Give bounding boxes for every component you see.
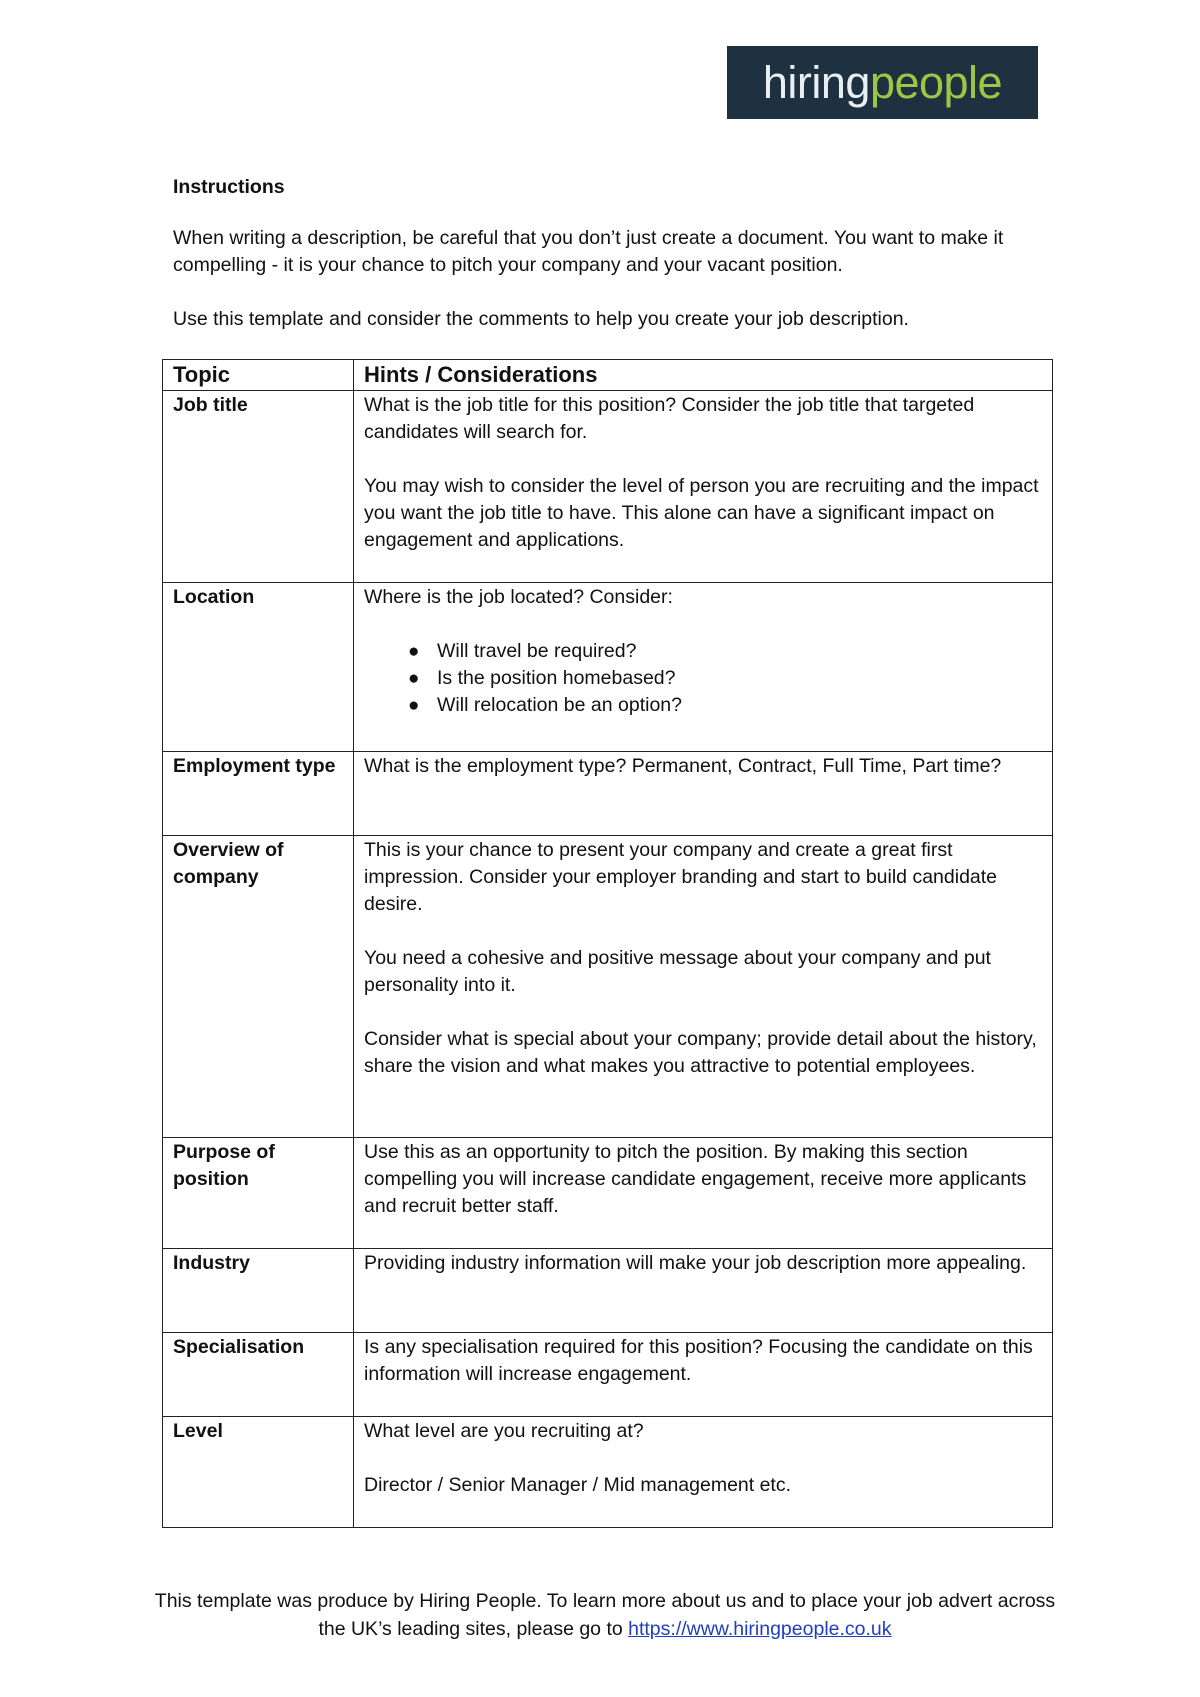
list-item-text: Is the position homebased? [437, 667, 676, 689]
instructions-paragraph-1: When writing a description, be careful that you don’t just create a document. You want to make it compelling - it is your chance to pitch your company and your vacant position. [173, 227, 1004, 276]
footer-note [150, 1587, 1060, 1643]
instructions-heading: Instructions [173, 176, 285, 198]
hints-cell [354, 391, 1053, 583]
list-item [408, 665, 1042, 692]
hints-cell [354, 1333, 1053, 1417]
topic-cell: Employment type [163, 752, 354, 836]
bullet-icon: ● [408, 668, 420, 689]
table-header-row [163, 360, 1053, 391]
hints-cell [354, 836, 1053, 1138]
list-item [408, 638, 1042, 665]
topic-cell: Location [163, 583, 354, 752]
topic-cell: Industry [163, 1249, 354, 1333]
table-row-job-title [163, 391, 1053, 583]
table-row-location [163, 583, 1053, 752]
hint-paragraph: Where is the job located? Consider: [364, 586, 673, 608]
list-item-text: Will travel be required? [437, 640, 637, 662]
hints-cell [354, 1249, 1053, 1333]
hint-paragraph: What level are you recruiting at? [364, 1420, 644, 1442]
hints-cell [354, 752, 1053, 836]
list-item [408, 692, 1042, 719]
bullet-icon: ● [408, 695, 420, 716]
header-hints: Hints / Considerations [354, 360, 1053, 391]
table-row-employment-type [163, 752, 1053, 836]
instructions-section [173, 174, 1053, 360]
header-topic: Topic [163, 360, 354, 391]
table-row-level [163, 1417, 1053, 1528]
topic-cell: Job title [163, 391, 354, 583]
table-row-overview-of-company [163, 836, 1053, 1138]
hints-cell [354, 1417, 1053, 1528]
hiringpeople-logo [727, 46, 1038, 119]
table-row-purpose-of-position [163, 1138, 1053, 1249]
hints-cell [354, 1138, 1053, 1249]
footer-text: This template was produce by Hiring People. To learn more about us and to place your job advert across the UK’s leading sites, please go to [154, 1590, 1056, 1640]
hint-paragraph: Providing industry information will make your job description more appealing. [364, 1252, 1027, 1274]
hints-cell [354, 583, 1053, 752]
topic-cell: Level [163, 1417, 354, 1528]
table-row-specialisation [163, 1333, 1053, 1417]
list-item-text: Will relocation be an option? [437, 694, 682, 716]
hint-paragraph: What is the job title for this position? Consider the job title that targeted candidates will search for. [364, 394, 975, 443]
hint-paragraph: Is any specialisation required for this position? Focusing the candidate on this information will increase engagement. [364, 1336, 1033, 1385]
table-row-industry [163, 1249, 1053, 1333]
topic-cell: Purpose of position [163, 1138, 354, 1249]
consider-list [364, 638, 1042, 719]
hint-paragraph: You may wish to consider the level of person you are recruiting and the impact you want the job title to have. This alone can have a significant impact on engagement and applications. [364, 475, 1039, 551]
hint-paragraph: What is the employment type? Permanent, Contract, Full Time, Part time? [364, 755, 1002, 777]
topic-cell: Overview of company [163, 836, 354, 1138]
instructions-paragraph-2: Use this template and consider the comments to help you create your job description. [173, 308, 909, 330]
bullet-icon: ● [408, 641, 420, 662]
topic-cell: Specialisation [163, 1333, 354, 1417]
hint-paragraph: You need a cohesive and positive message about your company and put personality into it. [364, 947, 991, 996]
hint-paragraph: This is your chance to present your company and create a great first impression. Consider your employer branding and start to build candidate desire. [364, 839, 998, 915]
logo-text-hiring: hiring [762, 57, 870, 108]
logo-text-people: people [869, 57, 1003, 108]
hiringpeople-website-link[interactable]: https://www.hiringpeople.co.uk [628, 1618, 892, 1640]
hint-paragraph: Director / Senior Manager / Mid management etc. [364, 1474, 792, 1496]
hint-paragraph: Consider what is special about your company; provide detail about the history, share the vision and what makes you attractive to potential employees. [364, 1028, 1037, 1077]
hints-table [162, 359, 1053, 1528]
hint-paragraph: Use this as an opportunity to pitch the position. By making this section compelling you will increase candidate engagement, receive more applicants and recruit better staff. [364, 1141, 1027, 1217]
